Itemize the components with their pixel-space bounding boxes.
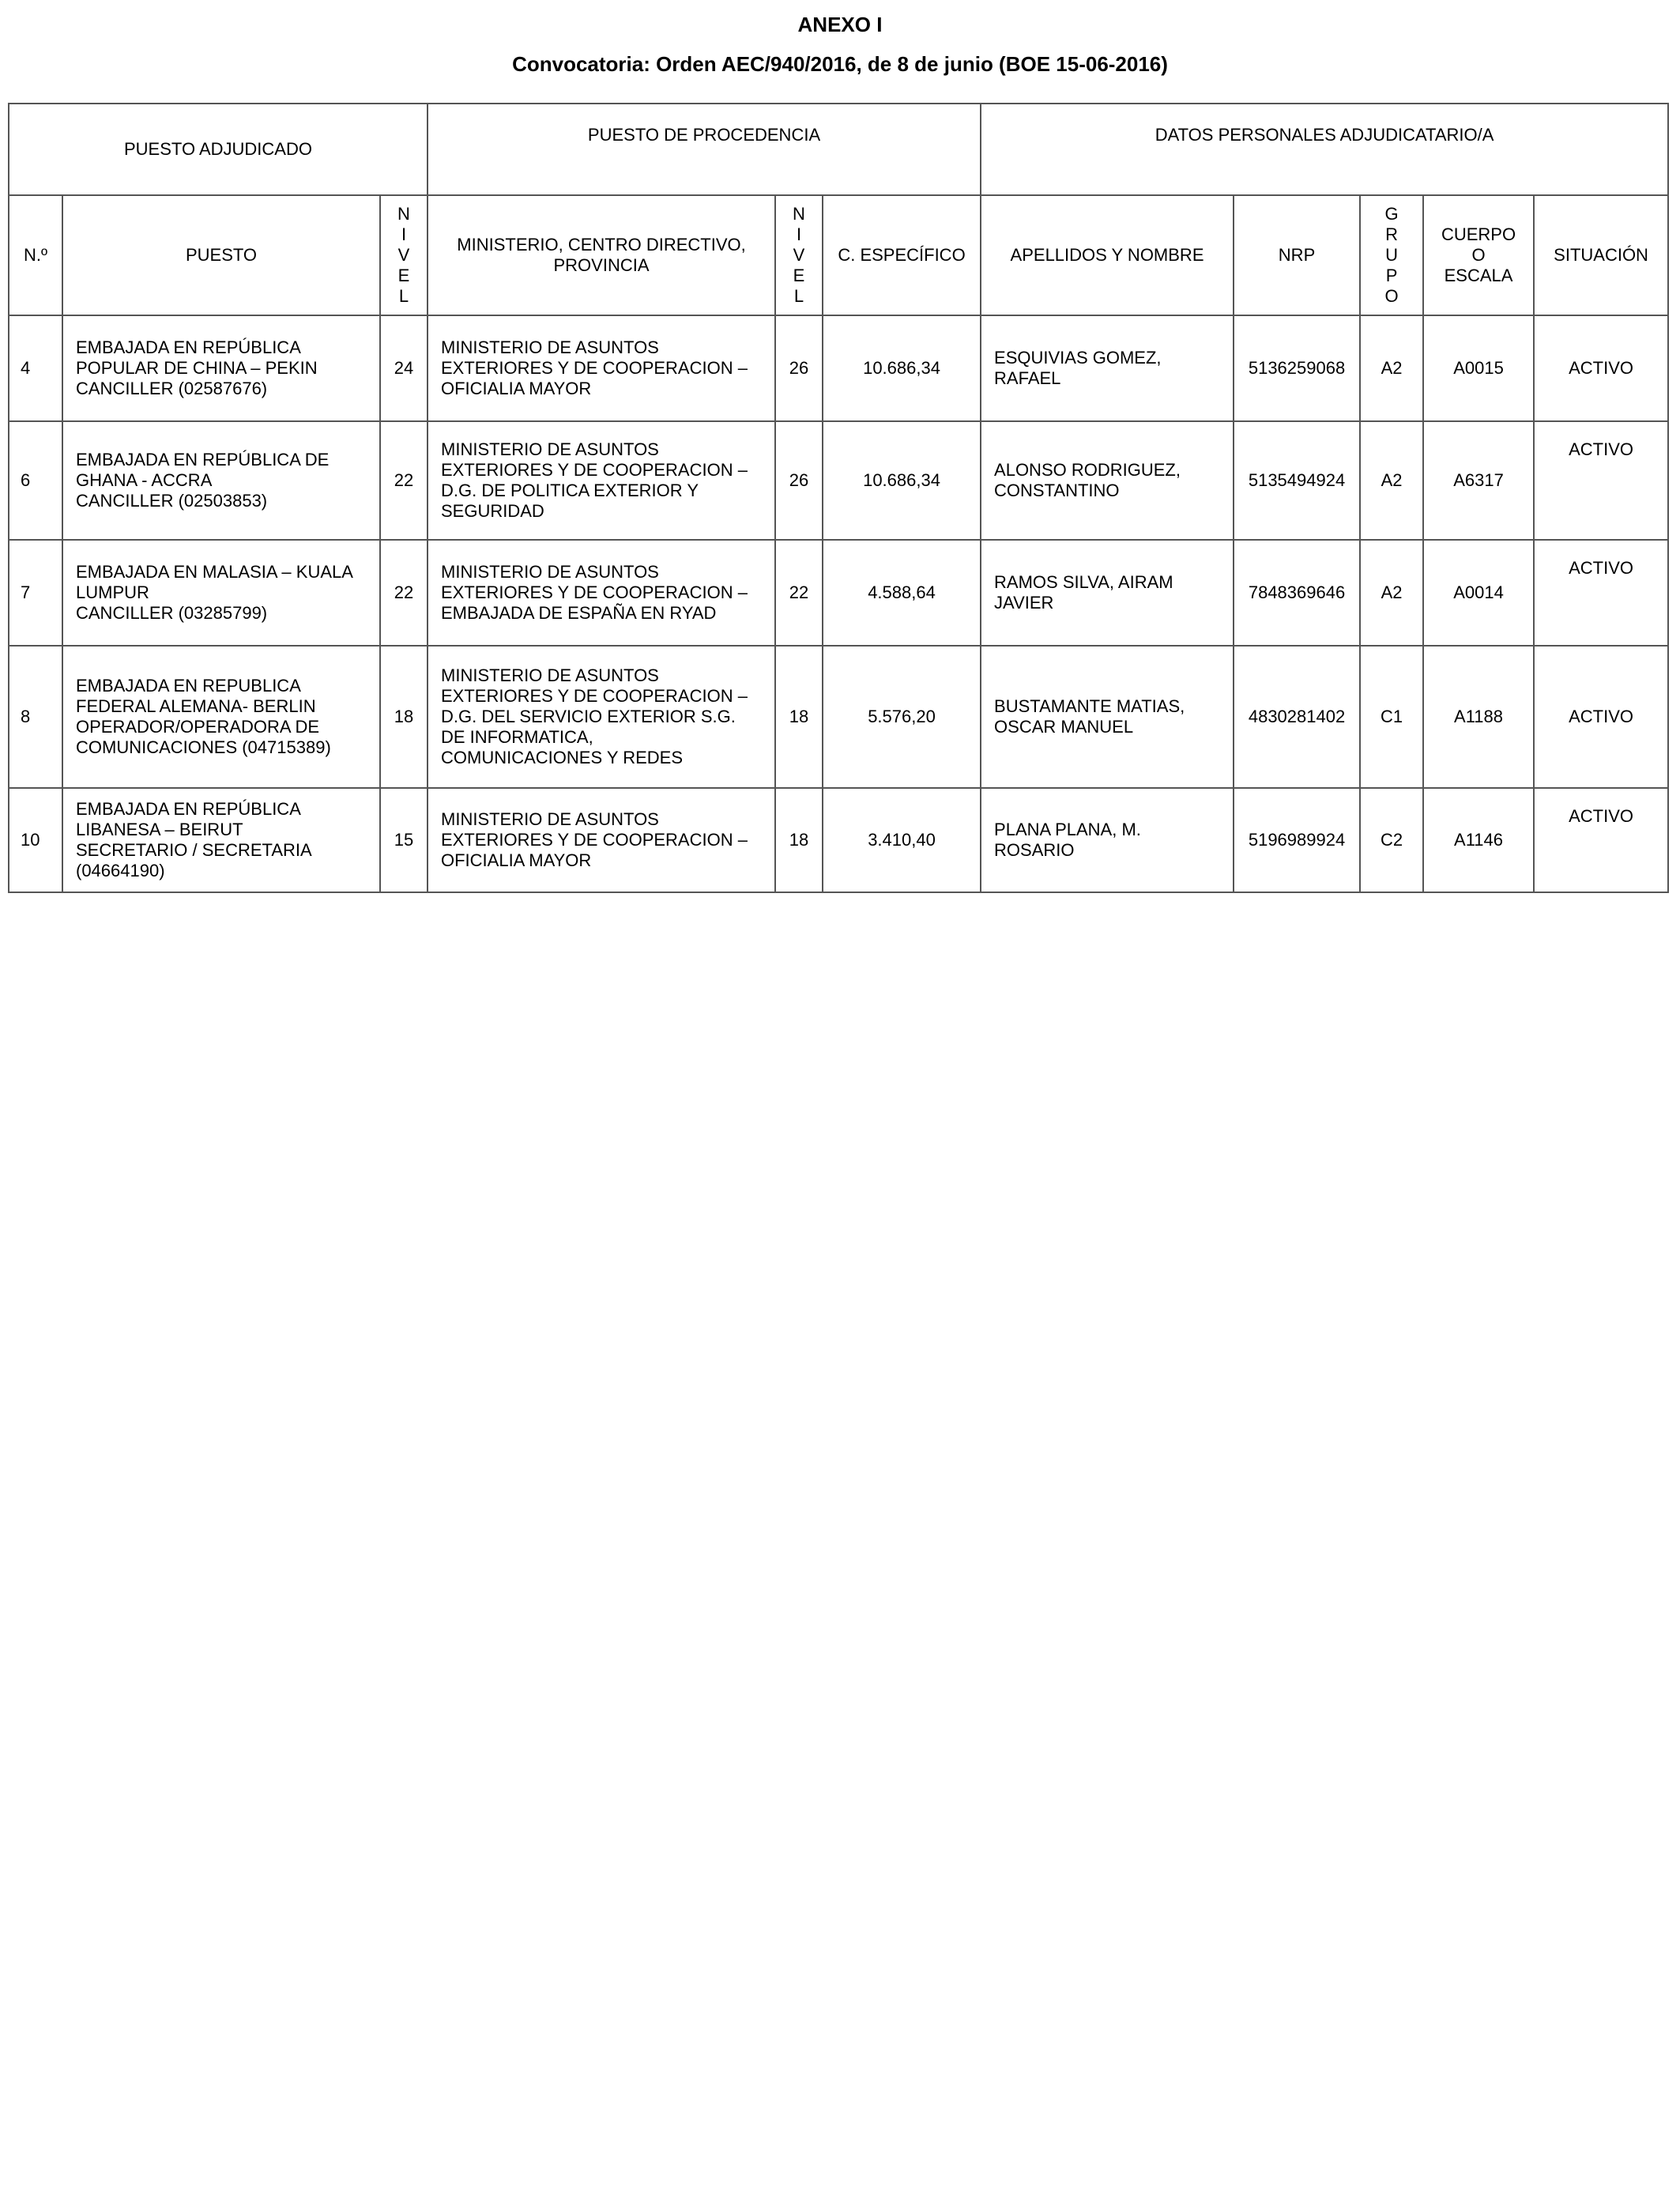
cell-especifico: 5.576,20: [823, 646, 981, 788]
cell-ministerio: [428, 540, 775, 646]
header-puesto: PUESTO: [62, 195, 380, 315]
cell-line: OFICIALIA MAYOR: [441, 379, 592, 398]
cell-nivel-procedencia: 18: [775, 646, 823, 788]
header-letter: U: [1385, 245, 1398, 265]
cell-line: OSCAR MANUEL: [994, 717, 1134, 737]
cell-line: EMBAJADA EN REPUBLICA: [76, 676, 301, 696]
header-letter: P: [1385, 266, 1398, 285]
header-letter: R: [1385, 224, 1398, 244]
cell-situacion: ACTIVO: [1534, 540, 1668, 646]
cell-nivel-procedencia: 18: [775, 788, 823, 892]
cell-line: RAMOS SILVA, AIRAM: [994, 572, 1173, 592]
cell-especifico: 10.686,34: [823, 315, 981, 421]
cell-situacion: ACTIVO: [1534, 315, 1668, 421]
header-letter: I: [796, 224, 802, 244]
cell-nrp: 4830281402: [1234, 646, 1360, 788]
cell-line: SEGURIDAD: [441, 501, 544, 521]
table-row: [9, 315, 1668, 421]
header-letter: G: [1384, 204, 1399, 224]
header-apellidos: APELLIDOS Y NOMBRE: [981, 195, 1234, 315]
cell-grupo: A2: [1360, 315, 1423, 421]
header-letter: V: [793, 245, 805, 265]
cell-num: 4: [9, 315, 62, 421]
cell-grupo: A2: [1360, 421, 1423, 540]
cell-line: (04664190): [76, 861, 165, 880]
cell-line: PLANA PLANA, M.: [994, 820, 1141, 839]
cell-ministerio: [428, 315, 775, 421]
cell-line: RAFAEL: [994, 368, 1061, 388]
cell-nrp: 7848369646: [1234, 540, 1360, 646]
cell-line: D.G. DEL SERVICIO EXTERIOR S.G.: [441, 707, 736, 726]
cell-line: CONSTANTINO: [994, 481, 1120, 500]
cell-puesto: [62, 788, 380, 892]
cell-num: 7: [9, 540, 62, 646]
header-especifico: C. ESPECÍFICO: [823, 195, 981, 315]
header-grupo: [1360, 195, 1423, 315]
cell-line: SECRETARIO / SECRETARIA: [76, 840, 312, 860]
cell-grupo: C1: [1360, 646, 1423, 788]
header-letter: E: [793, 266, 805, 285]
cell-line: MINISTERIO DE ASUNTOS: [441, 665, 659, 685]
cell-num: 10: [9, 788, 62, 892]
cell-apellidos: [981, 646, 1234, 788]
header-letter: L: [793, 286, 804, 306]
cell-line: OPERADOR/OPERADORA DE: [76, 717, 320, 737]
cell-especifico: 10.686,34: [823, 421, 981, 540]
cell-cuerpo: A0014: [1423, 540, 1534, 646]
table-row: [9, 421, 1668, 540]
header-letter: CUERPO: [1441, 224, 1516, 244]
cell-line: D.G. DE POLITICA EXTERIOR Y: [441, 481, 699, 500]
cell-line: MINISTERIO DE ASUNTOS: [441, 337, 659, 357]
cell-apellidos: [981, 788, 1234, 892]
cell-nivel-procedencia: 26: [775, 315, 823, 421]
column-header-row: [9, 195, 1668, 315]
cell-nivel: 22: [380, 540, 428, 646]
cell-nivel: 24: [380, 315, 428, 421]
cell-nrp: 5136259068: [1234, 315, 1360, 421]
cell-line: CANCILLER (02587676): [76, 379, 268, 398]
header-letter: O: [1471, 245, 1486, 265]
cell-line: EMBAJADA EN MALASIA – KUALA: [76, 562, 353, 582]
cell-ministerio: [428, 788, 775, 892]
header-puesto-adjudicado: PUESTO ADJUDICADO: [9, 104, 428, 195]
cell-apellidos: [981, 421, 1234, 540]
cell-line: JAVIER: [994, 593, 1054, 613]
cell-line: POPULAR DE CHINA – PEKIN: [76, 358, 318, 378]
cell-line: MINISTERIO DE ASUNTOS: [441, 562, 659, 582]
header-nivel-procedencia: [775, 195, 823, 315]
header-letter: N: [793, 204, 805, 224]
cell-line: LIBANESA – BEIRUT: [76, 820, 243, 839]
cell-line: EMBAJADA DE ESPAÑA EN RYAD: [441, 603, 717, 623]
cell-nivel: 22: [380, 421, 428, 540]
cell-cuerpo: A6317: [1423, 421, 1534, 540]
cell-line: FEDERAL ALEMANA- BERLIN: [76, 696, 316, 716]
header-letter: E: [397, 266, 410, 285]
cell-line: GHANA - ACCRA: [76, 470, 213, 490]
header-letter: V: [397, 245, 410, 265]
cell-especifico: 3.410,40: [823, 788, 981, 892]
cell-puesto: [62, 540, 380, 646]
header-num: N.º: [9, 195, 62, 315]
table-body: [9, 315, 1668, 892]
cell-puesto: [62, 421, 380, 540]
cell-line: COMUNICACIONES Y REDES: [441, 748, 684, 767]
table-row: [9, 788, 1668, 892]
cell-apellidos: [981, 540, 1234, 646]
cell-cuerpo: A0015: [1423, 315, 1534, 421]
cell-situacion: ACTIVO: [1534, 788, 1668, 892]
header-datos-personales: DATOS PERSONALES ADJUDICATARIO/A: [981, 104, 1668, 195]
cell-line: COMUNICACIONES (04715389): [76, 737, 331, 757]
cell-nrp: 5196989924: [1234, 788, 1360, 892]
cell-nivel-procedencia: 26: [775, 421, 823, 540]
header-letter: I: [401, 224, 407, 244]
adjudication-table: [8, 103, 1669, 893]
cell-line: EMBAJADA EN REPÚBLICA: [76, 799, 301, 819]
cell-num: 6: [9, 421, 62, 540]
cell-cuerpo: A1188: [1423, 646, 1534, 788]
cell-especifico: 4.588,64: [823, 540, 981, 646]
header-situacion: SITUACIÓN: [1534, 195, 1668, 315]
cell-nivel: 15: [380, 788, 428, 892]
cell-grupo: A2: [1360, 540, 1423, 646]
header-letter: N: [397, 204, 410, 224]
annex-title: ANEXO I: [797, 13, 883, 36]
cell-line: MINISTERIO DE ASUNTOS: [441, 439, 659, 459]
header-letter: ESCALA: [1444, 266, 1513, 285]
cell-nivel-procedencia: 22: [775, 540, 823, 646]
cell-line: BUSTAMANTE MATIAS,: [994, 696, 1185, 716]
header-letter: L: [398, 286, 409, 306]
cell-puesto: [62, 315, 380, 421]
cell-ministerio: [428, 646, 775, 788]
cell-situacion: ACTIVO: [1534, 646, 1668, 788]
cell-ministerio: [428, 421, 775, 540]
header-nivel: [380, 195, 428, 315]
cell-situacion: ACTIVO: [1534, 421, 1668, 540]
cell-line: ESQUIVIAS GOMEZ,: [994, 348, 1162, 368]
cell-line: EXTERIORES Y DE COOPERACION –: [441, 582, 748, 602]
cell-line: OFICIALIA MAYOR: [441, 850, 592, 870]
cell-puesto: [62, 646, 380, 788]
cell-line: DE INFORMATICA,: [441, 727, 593, 747]
cell-nivel: 18: [380, 646, 428, 788]
cell-line: CANCILLER (02503853): [76, 491, 268, 511]
header-ministerio: MINISTERIO, CENTRO DIRECTIVO, PROVINCIA: [428, 195, 775, 315]
cell-line: MINISTERIO DE ASUNTOS: [441, 809, 659, 829]
cell-nrp: 5135494924: [1234, 421, 1360, 540]
cell-line: ROSARIO: [994, 840, 1075, 860]
cell-line: EXTERIORES Y DE COOPERACION –: [441, 358, 748, 378]
cell-line: ALONSO RODRIGUEZ,: [994, 460, 1181, 480]
cell-apellidos: [981, 315, 1234, 421]
cell-line: EXTERIORES Y DE COOPERACION –: [441, 830, 748, 850]
group-header-row: [9, 104, 1668, 195]
table-row: [9, 540, 1668, 646]
header-letter: O: [1384, 286, 1399, 306]
cell-num: 8: [9, 646, 62, 788]
cell-line: LUMPUR: [76, 582, 149, 602]
cell-line: EXTERIORES Y DE COOPERACION –: [441, 686, 748, 706]
cell-grupo: C2: [1360, 788, 1423, 892]
convocatoria-title: Convocatoria: Orden AEC/940/2016, de 8 de junio (BOE 15-06-2016): [512, 52, 1168, 76]
cell-line: EMBAJADA EN REPÚBLICA: [76, 337, 301, 357]
header-puesto-procedencia: PUESTO DE PROCEDENCIA: [428, 104, 981, 195]
header-nrp: NRP: [1234, 195, 1360, 315]
cell-line: EXTERIORES Y DE COOPERACION –: [441, 460, 748, 480]
header-cuerpo: [1423, 195, 1534, 315]
cell-line: CANCILLER (03285799): [76, 603, 268, 623]
table-row: [9, 646, 1668, 788]
cell-cuerpo: A1146: [1423, 788, 1534, 892]
cell-line: EMBAJADA EN REPÚBLICA DE: [76, 450, 330, 469]
